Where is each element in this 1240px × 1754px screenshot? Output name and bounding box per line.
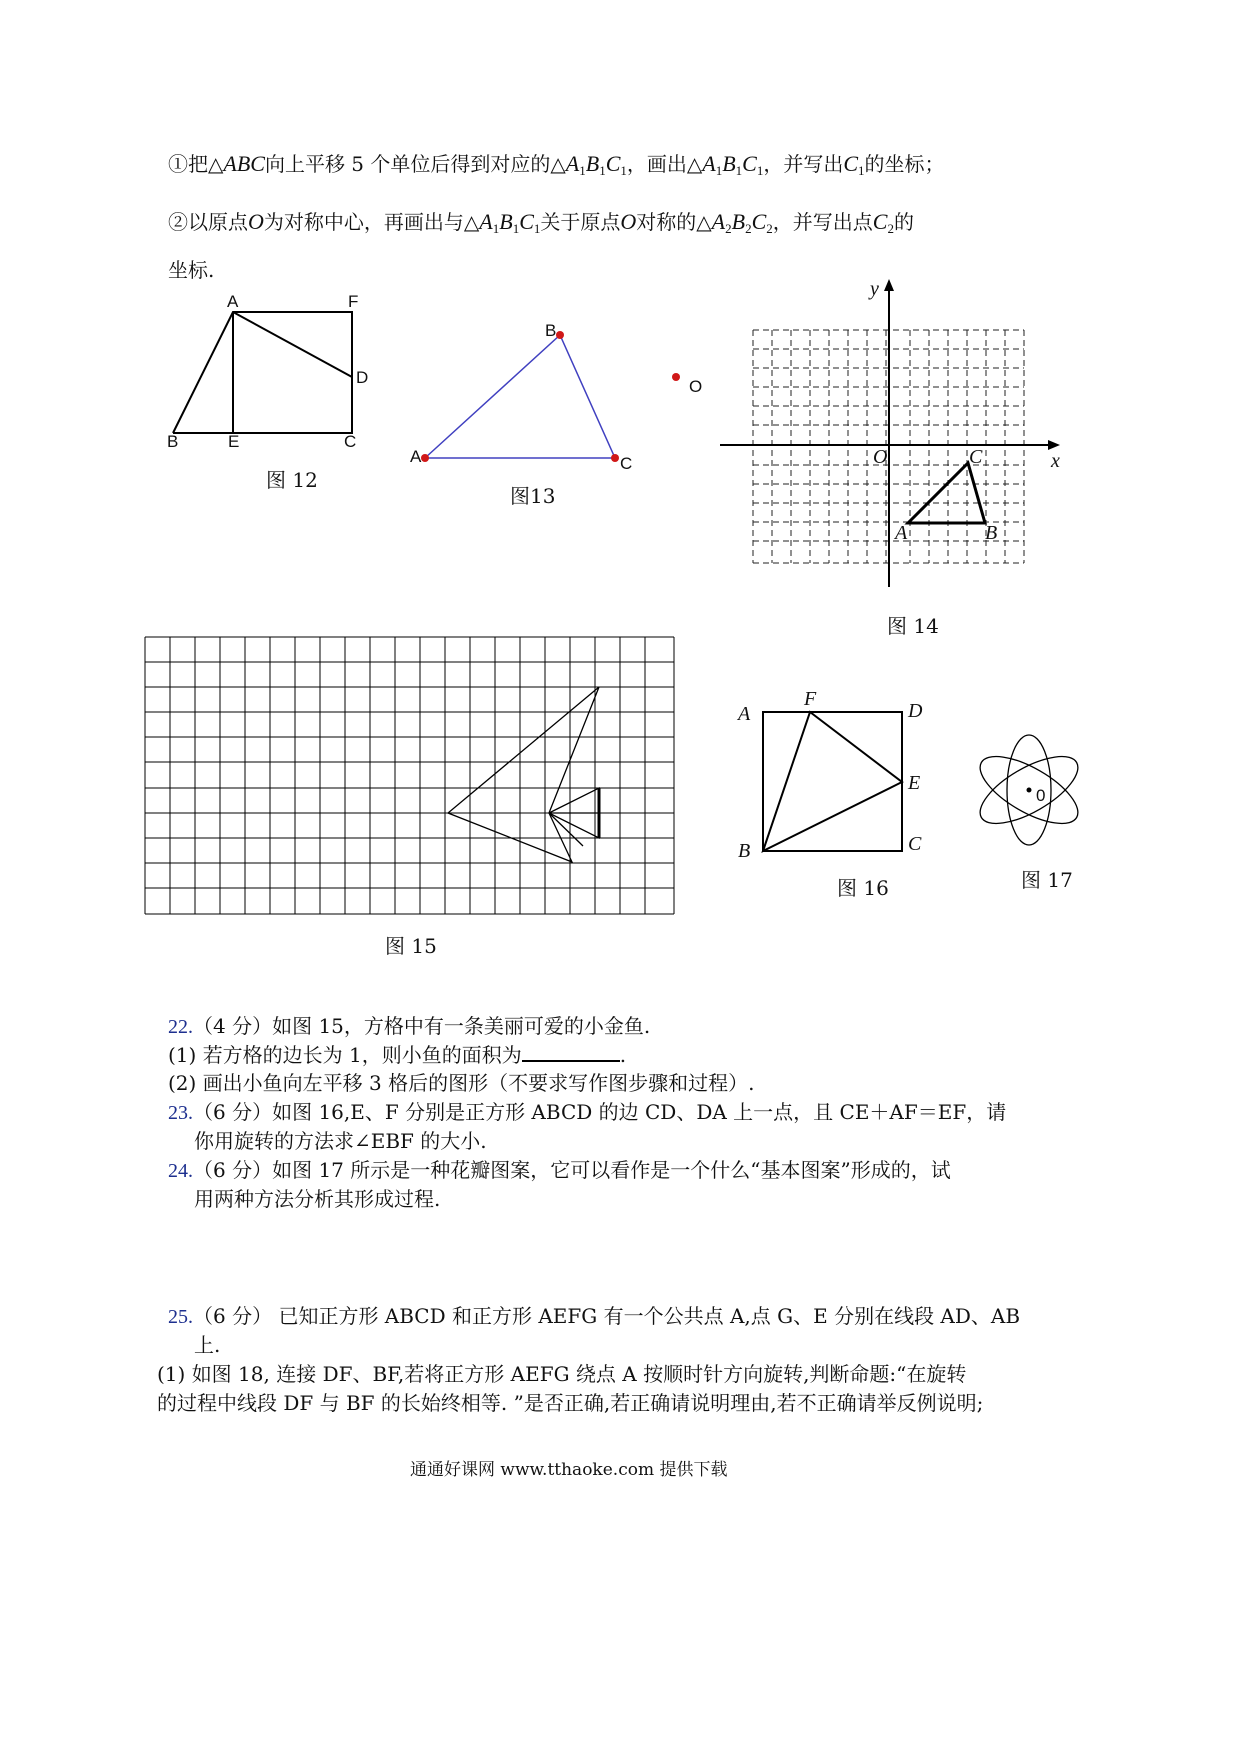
fig16-label-b: B [738, 840, 751, 862]
fig12-label-f: F [348, 292, 359, 311]
fig12-label-b: B [167, 432, 179, 451]
fig12-label-e: E [228, 432, 240, 451]
fig17-label-o: 0 [1036, 786, 1046, 805]
fig13-point-a [421, 454, 429, 462]
fig17-center-point [1027, 788, 1032, 793]
page-footer: 通通好课网 www.tthaoke.com 提供下载 [410, 1460, 728, 1480]
figure-14 [715, 275, 1070, 595]
fig13-label-a: A [410, 447, 422, 466]
fig13-label-o: O [689, 377, 703, 396]
question-22-number: 22. [168, 1016, 193, 1038]
fig13-triangle [425, 335, 615, 458]
fig13-caption: 图13 [510, 484, 556, 508]
figure-13 [405, 318, 725, 478]
fig13-point-o [672, 373, 680, 381]
fig15-grid [145, 637, 674, 914]
fig16-label-f: F [804, 688, 817, 710]
question-22-part-2: (2) 画出小鱼向左平移 3 格后的图形（不要求写作图步骤和过程）. [168, 1071, 755, 1095]
question-23-line-2: 你用旋转的方法求∠EBF 的大小. [194, 1129, 487, 1153]
fig14-label-c: C [969, 446, 983, 468]
fig14-label-o: O [873, 446, 888, 468]
fig13-label-b: B [545, 321, 557, 340]
fig14-label-y: y [870, 278, 879, 300]
fig16-caption: 图 16 [837, 876, 889, 900]
figure-12 [160, 288, 380, 458]
fig12-caption: 图 12 [266, 468, 318, 492]
question-25-number: 25. [168, 1306, 193, 1328]
fig17-caption: 图 17 [1021, 868, 1073, 892]
fig16-label-a: A [738, 703, 751, 725]
fig16-label-e: E [908, 772, 921, 794]
fig16-label-c: C [908, 833, 922, 855]
fig14-label-b: B [985, 522, 998, 544]
fig14-triangle [908, 463, 985, 523]
question-24: 24.（6 分）如图 17 所示是一种花瓣图案，它可以看作是一个什么“基本图案”形成的，试 [168, 1158, 951, 1182]
fig13-point-b [556, 331, 564, 339]
question-25-part-1: (1) 如图 18, 连接 DF、BF,若将正方形 AEFG 绕点 A 按顺时针方向旋转,判断命题:“在旋转 [157, 1362, 967, 1386]
task-item-2-cont: 坐标. [168, 258, 215, 282]
task-item-2: ②以原点O为对称中心，再画出与$\triangle A_1B_1C_1$关于原点O对称的$\triangle A_2B_2C_2$，并写出点$C_2$的 [168, 209, 914, 236]
question-24-line-2: 用两种方法分析其形成过程. [194, 1187, 441, 1211]
figure-16 [730, 685, 940, 865]
question-24-number: 24. [168, 1160, 193, 1182]
fig14-label-a: A [895, 522, 908, 544]
question-23-number: 23. [168, 1102, 193, 1124]
fig14-caption: 图 14 [887, 614, 939, 638]
task-item-1: ①把△ABC向上平移 5 个单位后得到对应的$\triangle A_1B_1C_1$，画出$\triangle A_1B_1C_1$，并写出$C_1$的坐标； [168, 151, 945, 178]
question-23: 23.（6 分）如图 16,E、F 分别是正方形 ABCD 的边 CD、DA 上一点，且 CE＋AF＝EF，请 [168, 1100, 1007, 1124]
question-25: 25.（6 分） 已知正方形 ABCD 和正方形 AEFG 有一个公共点 A,点 G、E 分别在线段 AD、AB [168, 1304, 1021, 1328]
fig12-label-a: A [227, 292, 239, 311]
question-22-part-1: (1) 若方格的边长为 1，则小鱼的面积为 . [168, 1043, 627, 1067]
fig14-label-x: x [1051, 450, 1060, 472]
figure-17 [970, 725, 1090, 850]
fig16-label-d: D [908, 700, 923, 722]
question-22: 22.（4 分）如图 15，方格中有一条美丽可爱的小金鱼. [168, 1014, 651, 1038]
question-25-part-1-line-2: 的过程中线段 DF 与 BF 的长始终相等. ”是否正确,若正确请说明理由,若不正确请举反例说明; [157, 1391, 984, 1415]
question-25-line-2: 上. [194, 1333, 221, 1357]
fig13-point-c [611, 454, 619, 462]
fig12-label-d: D [356, 368, 369, 387]
fig12-label-c: C [344, 432, 357, 451]
fig13-label-c: C [620, 454, 633, 473]
fig15-goldfish [448, 687, 599, 862]
figure-15 [140, 630, 685, 922]
fig15-caption: 图 15 [385, 934, 437, 958]
answer-blank[interactable] [522, 1042, 620, 1062]
